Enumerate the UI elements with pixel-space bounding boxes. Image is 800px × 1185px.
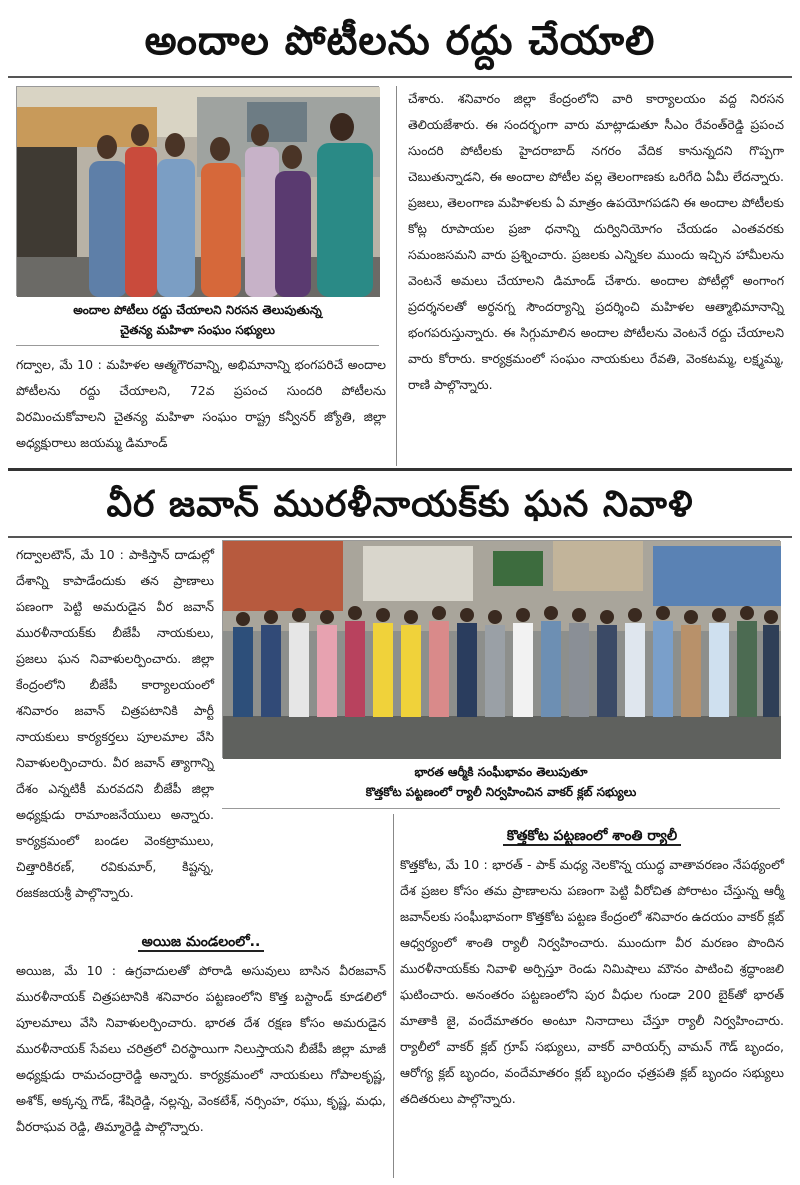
story1-paragraph-left: గద్వాల, మే 10 : మహిళల ఆత్మగౌరవాన్ని, అభిమానాన్ని భంగపరిచే అందాల పోటీలను రద్దు చేయాలని, 72వ ప్రపంచ సుందరి పోటీలను విరమించుకోవాలని చైతన్య మహిళా సంఘం రాష్ట్ర కన్వీనర్ జ్యోతి, జిల్లా అధ్యక్షురాలు జయమ్మ డిమాండ్ xyxy=(16,357,386,450)
ayija-subhead-text: అయిజ మండలంలో.. xyxy=(138,934,265,952)
caption-line-2: చైతన్య మహిళా సంఘం సభ్యులు xyxy=(120,323,275,337)
story2-body-left xyxy=(16,542,214,900)
story1-headline: అందాల పోటీలను రద్దు చేయాలి xyxy=(144,18,656,64)
ayija-subhead xyxy=(16,930,386,954)
story2-paragraph-left: గద్వాలటౌన్, మే 10 : పాకిస్తాన్ దాడుల్లో దేశాన్ని కాపాడేందుకు తన ప్రాణాలు పణంగా పెట్టి అమరుడైన వీర జవాన్ మురళీనాయక్‌కు బీజేపీ నాయకులు, ప్రజలు ఘన నివాళులర్పించారు. జిల్లా కేంద్రంలోని బీజేపీ కార్యాలయంలో శనివారం జవాన్ చిత్రపటానికి పార్టీ నాయకులు కార్యకర్తలు పూలమాల వేసి నివాళులర్పించారు. వీర జవాన్ త్యాగాన్ని దేశం ఎన్నటికీ మరవదని బీజేపీ జిల్లా అధ్యక్షుడు రామాంజనేయులు అన్నారు. కార్యక్రమంలో బండల వెంకట్రాములు, చిత్తారికిరణ్, రవికుమార్, కిష్టన్న, రజకజయశ్రీ పాల్గొన్నారు. xyxy=(16,547,214,900)
rally-caption-line-2: కొత్తకోట పట్టణంలో ర్యాలీ నిర్వహించిన వాకర్ క్లబ్ సభ్యులు xyxy=(365,785,637,799)
rally-photo-caption xyxy=(222,762,780,802)
story1-body-right xyxy=(408,86,784,466)
protest-photo-caption xyxy=(16,300,379,340)
kothakota-subhead-text: కొత్తకోట పట్టణంలో శాంతి ర్యాలీ xyxy=(503,828,681,846)
kothakota-body xyxy=(400,852,784,1178)
caption-line-1: అందాల పోటీలు రద్దు చేయాలని నిరసన తెలుపుతున్న xyxy=(73,303,322,317)
story2-headline: వీర జవాన్ మురళీనాయక్‌కు ఘన నివాళి xyxy=(106,484,694,525)
kothakota-paragraph: కొత్తకోట, మే 10 : భారత్ - పాక్ మధ్య నెలకొన్న యుద్ధ వాతావరణం నేపథ్యంలో దేశ ప్రజల కోసం తమ ప్రాణాలను పణంగా పెట్టి వీరోచిత పోరాటం చేస్తున్న ఆర్మీ జవాన్‌లకు సంఘీభావంగా కొత్తకోట పట్టణ కేంద్రంలో శనివారం ఉదయం వాకర్ క్లబ్ ఆధ్వర్యంలో శాంతి ర్యాలీ నిర్వహించారు. ముందుగా వీర మరణం పొందిన మురళీనాయక్‌కు నివాళి అర్పిస్తూ రెండు నిమిషాలు మౌనం పాటించి శ్రద్ధాంజలి ఘటించారు. అనంతరం పట్టణంలోని పుర వీధుల గుండా 200 బైక్‌తో భారత్ మాతాకి జై, వందేమాతరం అంటూ నినాదాలు చేస్తూ ర్యాలీ నిర్వహించారు. ర్యాలీలో వాకర్ క్లబ్ గ్రూప్ సభ్యులు, వాకర్ వారియర్స్ వామన్ గౌడ్ బృందం, ఆరోగ్య క్లబ్ బృందం, వందేమాతరం క్లబ్ బృందం ఛత్రపతి క్లబ్ బృందం సభ్యులు తదితరులు పాల్గొన్నారు. xyxy=(400,857,784,1106)
story1-paragraph-right: చేశారు. శనివారం జిల్లా కేంద్రంలోని వారి కార్యాలయం వద్ద నిరసన తెలియజేశారు. ఈ సందర్భంగా వారు మాట్లాడుతూ సీఎం రేవంత్‌రెడ్డి ప్రపంచ సుందరి పోటీలకు హైదరాబాద్ నగరం వేదిక కానున్నదని గొప్పగా చెబుతున్నాడని, ఈ అందాల పోటీల వల్ల తెలంగాణకు ఒరిగేది ఏమీ లేదన్నారు. ప్రజలు, తెలంగాణ మహిళలకు ఏ మాత్రం ఉపయోగపడని ఈ అందాల పోటీలకు కోట్ల రూపాయల ప్రజా ధనాన్ని దుర్వినియోగం చేయడం ఎంతవరకు సమంజసమని వారు ప్రశ్నించారు. ప్రజలకు ఎన్నికల ముందు ఇచ్చిన హామీలను వెంటనే అమలు చేయాలని డిమాండ్ చేశారు. అందాల పోటీల్లో అంగాంగ ప్రదర్శనలతో అర్ధనగ్న సౌందర్యాన్ని ప్రదర్శించి మహిళల ఆత్మాభిమానాన్ని భంగపరుస్తున్నారు. ఈ సిగ్గుమాలిన అందాల పోటీలను వెంటనే రద్దు చేయాలని వారు కోరారు. కార్యక్రమంలో సంఘం నాయకులు రేవతి, వెంకటమ్మ, లక్ష్మమ్మ, రాణి పాల్గొన్నారు. xyxy=(408,91,784,392)
headline-rule-1 xyxy=(8,76,792,78)
ayija-body xyxy=(16,958,386,1178)
story-separator xyxy=(8,468,792,471)
rally-caption-rule xyxy=(222,808,780,809)
caption-rule xyxy=(16,345,379,346)
headline-rule-2 xyxy=(8,536,792,538)
rally-caption-line-1: భారత ఆర్మీకి సంఘీభావం తెలుపుతూ xyxy=(414,765,588,779)
protest-photo xyxy=(16,86,379,296)
column-divider-2 xyxy=(393,814,394,1178)
ayija-paragraph: అయిజ, మే 10 : ఉగ్రవాదులతో పోరాడి అసువులు బాసిన వీరజవాన్ మురళీనాయక్ చిత్రపటానికి శనివారం పట్టణంలోని కొత్త బస్టాండ్ కూడలిలో పూలమాలు వేసి నివాళులర్పించారు. భారత దేశ రక్షణ కోసం అమరుడైన మురళీనాయక్ సేవలు చరిత్రలో చిరస్థాయిగా నిలుస్తాయని బీజేపీ జిల్లా మాజీ అధ్యక్షుడు రామచంద్రారెడ్డి అన్నారు. కార్యక్రమంలో నాయకులు గోపాలకృష్ణ, అశోక్, అక్కన్న గౌడ్, శేషిరెడ్డి, నల్లన్న, వెంకటేశ్, నర్సింహ, రఘు, కృష్ణ, మధు, వీరరాఘవ రెడ్డి, తిమ్మారెడ్డి పాల్గొన్నారు. xyxy=(16,963,386,1134)
story1-body-left xyxy=(16,352,386,462)
kothakota-subhead xyxy=(400,824,784,848)
column-divider-1 xyxy=(396,86,397,466)
rally-photo xyxy=(222,540,780,758)
